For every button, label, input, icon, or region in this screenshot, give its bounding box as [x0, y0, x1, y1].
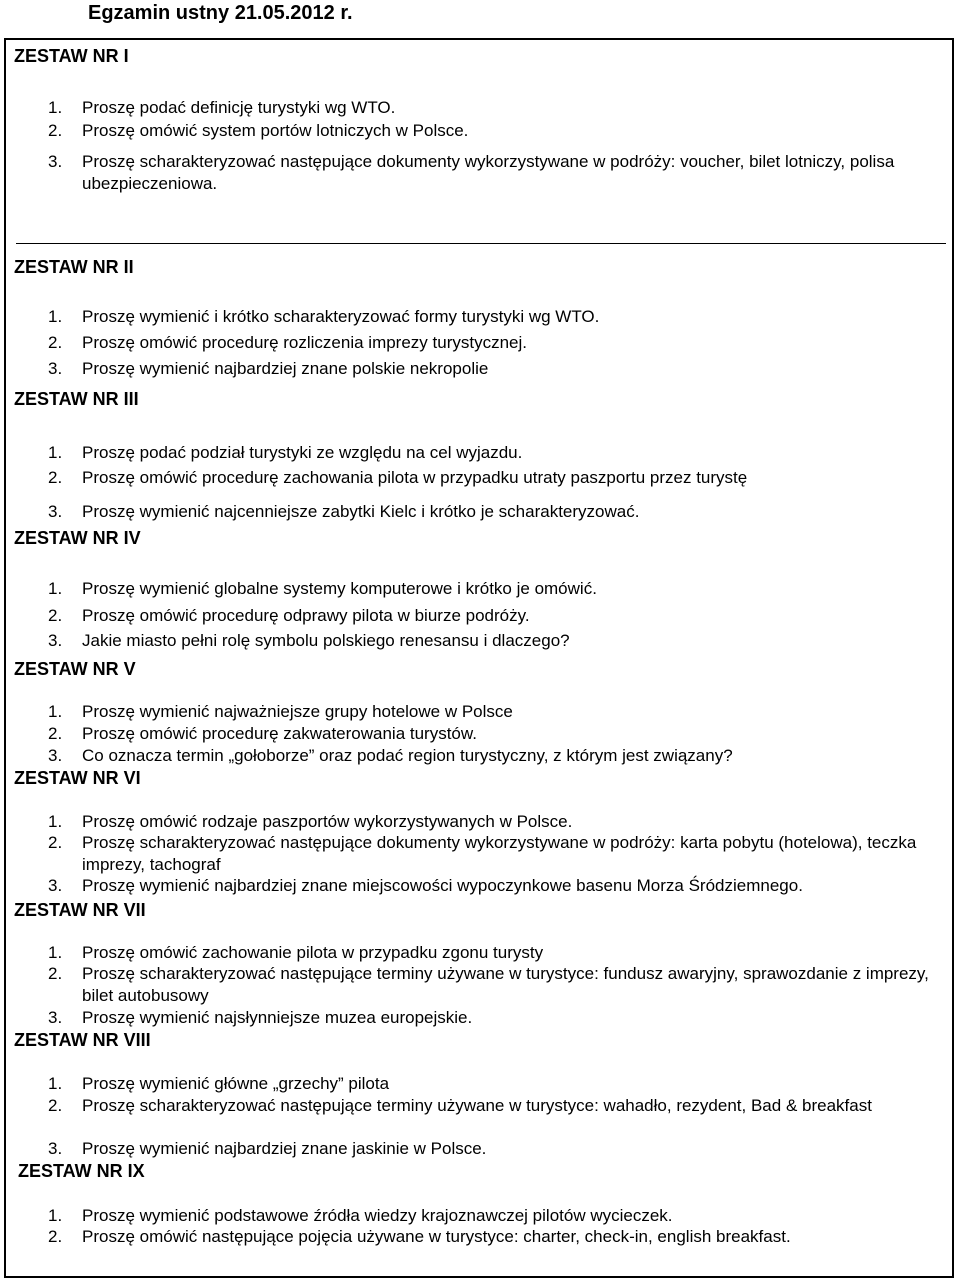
- question-number: 2.: [48, 333, 63, 352]
- question-number: 1.: [48, 1206, 63, 1225]
- question-text: Proszę scharakteryzować następujące dokumenty wykorzystywane w podróży: karta pobytu (hotelowa), teczka imprezy, tachograf: [82, 833, 917, 874]
- question-text: Proszę omówić procedurę zakwaterowania turystów.: [82, 724, 477, 743]
- question-number: 1.: [48, 307, 63, 326]
- question-text: Proszę omówić zachowanie pilota w przypadku zgonu turysty: [82, 943, 544, 962]
- question-number: 2.: [48, 468, 63, 487]
- question-text: Proszę omówić procedurę zachowania pilota w przypadku utraty paszportu przez turystę: [82, 468, 748, 487]
- set-title-7: ZESTAW NR VII: [14, 900, 146, 920]
- question-number: 3.: [48, 502, 63, 521]
- question-text: Proszę wymienić najbardziej znane jaskinie w Polsce.: [82, 1139, 487, 1158]
- set-title-2: ZESTAW NR II: [14, 257, 134, 277]
- question-number: 2.: [48, 121, 63, 140]
- question-number: 3.: [48, 631, 63, 650]
- set-title-3: ZESTAW NR III: [14, 389, 139, 409]
- question-number: 3.: [48, 746, 63, 765]
- question-text: Proszę omówić następujące pojęcia używane w turystyce: charter, check-in, english breakfast.: [82, 1227, 791, 1246]
- set-title-5: ZESTAW NR V: [14, 659, 136, 679]
- question-text: Jakie miasto pełni rolę symbolu polskiego renesansu i dlaczego?: [82, 631, 570, 650]
- set-title-1: ZESTAW NR I: [14, 46, 129, 66]
- question-number: 1.: [48, 702, 63, 721]
- question-text: Proszę wymienić globalne systemy komputerowe i krótko je omówić.: [82, 579, 597, 598]
- question-text: Proszę omówić procedurę rozliczenia imprezy turystycznej.: [82, 333, 527, 352]
- question-number: 1.: [48, 1074, 63, 1093]
- set-title-8: ZESTAW NR VIII: [14, 1030, 151, 1050]
- question-text: Proszę wymienić główne „grzechy” pilota: [82, 1074, 390, 1093]
- question-number: 3.: [48, 876, 63, 895]
- question-text: Co oznacza termin „gołoborze” oraz podać region turystyczny, z którym jest związany?: [82, 746, 733, 765]
- question-text: Proszę wymienić najbardziej znane polskie nekropolie: [82, 359, 489, 378]
- question-number: 3.: [48, 1139, 63, 1158]
- question-number: 1.: [48, 443, 63, 462]
- question-text: Proszę wymienić najcenniejsze zabytki Kielc i krótko je scharakteryzować.: [82, 502, 640, 521]
- question-text: Proszę omówić procedurę odprawy pilota w biurze podróży.: [82, 606, 530, 625]
- question-number: 1.: [48, 812, 63, 831]
- question-text: Proszę scharakteryzować następujące terminy używane w turystyce: fundusz awaryjny, sprawozdanie z imprezy, bilet autobusowy: [82, 964, 929, 1005]
- question-number: 2.: [48, 964, 63, 983]
- question-number: 1.: [48, 98, 63, 117]
- question-number: 2.: [48, 606, 63, 625]
- question-number: 2.: [48, 1227, 63, 1246]
- set-title-4: ZESTAW NR IV: [14, 528, 141, 548]
- question-text: Proszę podać podział turystyki ze względu na cel wyjazdu.: [82, 443, 523, 462]
- question-text: Proszę scharakteryzować następujące terminy używane w turystyce: wahadło, rezydent, Bad & breakfast: [82, 1096, 872, 1115]
- question-text: Proszę omówić system portów lotniczych w Polsce.: [82, 121, 469, 140]
- question-number: 3.: [48, 152, 63, 171]
- question-number: 1.: [48, 579, 63, 598]
- question-text: Proszę wymienić najsłynniejsze muzea europejskie.: [82, 1008, 473, 1027]
- section-divider: [16, 243, 946, 244]
- question-text: Proszę wymienić podstawowe źródła wiedzy krajoznawczej pilotów wycieczek.: [82, 1206, 673, 1225]
- set-title-9: ZESTAW NR IX: [18, 1161, 145, 1181]
- exam-title: Egzamin ustny 21.05.2012 r.: [88, 2, 353, 24]
- question-number: 3.: [48, 359, 63, 378]
- question-text: Proszę wymienić najbardziej znane miejscowości wypoczynkowe basenu Morza Śródziemnego.: [82, 876, 803, 895]
- question-text: Proszę wymienić i krótko scharakteryzować formy turystyki wg WTO.: [82, 307, 600, 326]
- set-title-6: ZESTAW NR VI: [14, 768, 141, 788]
- question-number: 2.: [48, 833, 63, 852]
- question-text: Proszę podać definicję turystyki wg WTO.: [82, 98, 396, 117]
- question-number: 3.: [48, 1008, 63, 1027]
- question-number: 2.: [48, 1096, 63, 1115]
- question-number: 1.: [48, 943, 63, 962]
- question-text: Proszę omówić rodzaje paszportów wykorzystywanych w Polsce.: [82, 812, 573, 831]
- question-text: Proszę scharakteryzować następujące dokumenty wykorzystywane w podróży: voucher, bilet lotniczy, polisa ubezpieczeniowa.: [82, 152, 895, 193]
- question-number: 2.: [48, 724, 63, 743]
- question-text: Proszę wymienić najważniejsze grupy hotelowe w Polsce: [82, 702, 513, 721]
